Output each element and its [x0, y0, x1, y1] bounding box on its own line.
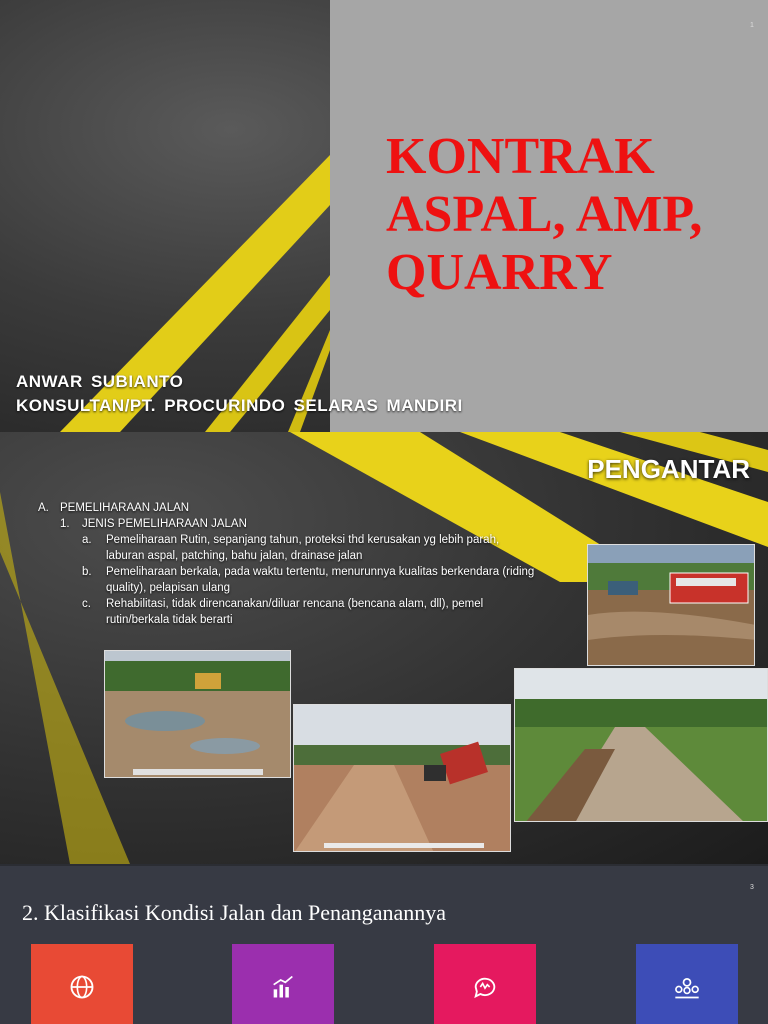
list-item: 1. JENIS PEMELIHARAAN JALAN	[60, 518, 247, 530]
title-line: QUARRY	[386, 244, 613, 301]
list-item: b. Pemeliharaan berkala, pada waktu tertentu, menurunnya kualitas berkendara (riding quality), pelapisan ulang	[82, 566, 535, 594]
chat-tile	[434, 944, 536, 1024]
author-name: ANWAR SUBIANTO	[16, 372, 184, 391]
title-line: ASPAL, AMP,	[386, 186, 703, 243]
globe-tile	[31, 944, 133, 1024]
author-affiliation: KONSULTAN/PT. PROCURINDO SELARAS MANDIRI	[16, 396, 463, 415]
potholed-road-trucks-photo	[104, 650, 291, 778]
author-block	[16, 370, 463, 418]
slide-title: 2. Klasifikasi Kondisi Jalan dan Penanganannya	[22, 900, 447, 925]
damaged-road-verge-photo	[514, 668, 768, 822]
presentation-title	[386, 128, 756, 302]
page-number: 3	[750, 884, 754, 891]
chat-bubble-icon	[471, 973, 499, 1001]
slide-heading: PENGANTAR	[587, 454, 750, 484]
bar-chart-tile	[232, 944, 334, 1024]
globe-icon	[68, 973, 96, 1001]
slide-3	[0, 866, 768, 1024]
stuck-truck-photo	[293, 704, 511, 852]
slide-2	[0, 432, 768, 864]
people-group-icon	[673, 973, 701, 1001]
list-item: c. Rehabilitasi, tidak direncanakan/diluar rencana (bencana alam, dll), pemel rutin/berkala tidak berarti	[82, 598, 484, 626]
title-line: KONTRAK	[386, 128, 655, 185]
bar-chart-icon	[269, 973, 297, 1001]
list-item: a. Pemeliharaan Rutin, sepanjang tahun, proteksi thd kerusakan yg lebih parah, laburan aspal, patching, bahu jalan, drainase jalan	[82, 534, 500, 562]
muddy-road-bus-photo	[587, 544, 755, 666]
people-tile	[636, 944, 738, 1024]
outline-list	[38, 500, 538, 628]
slide-1	[0, 0, 768, 432]
page-number: 1	[750, 22, 754, 29]
list-item: A. PEMELIHARAAN JALAN	[38, 502, 190, 514]
